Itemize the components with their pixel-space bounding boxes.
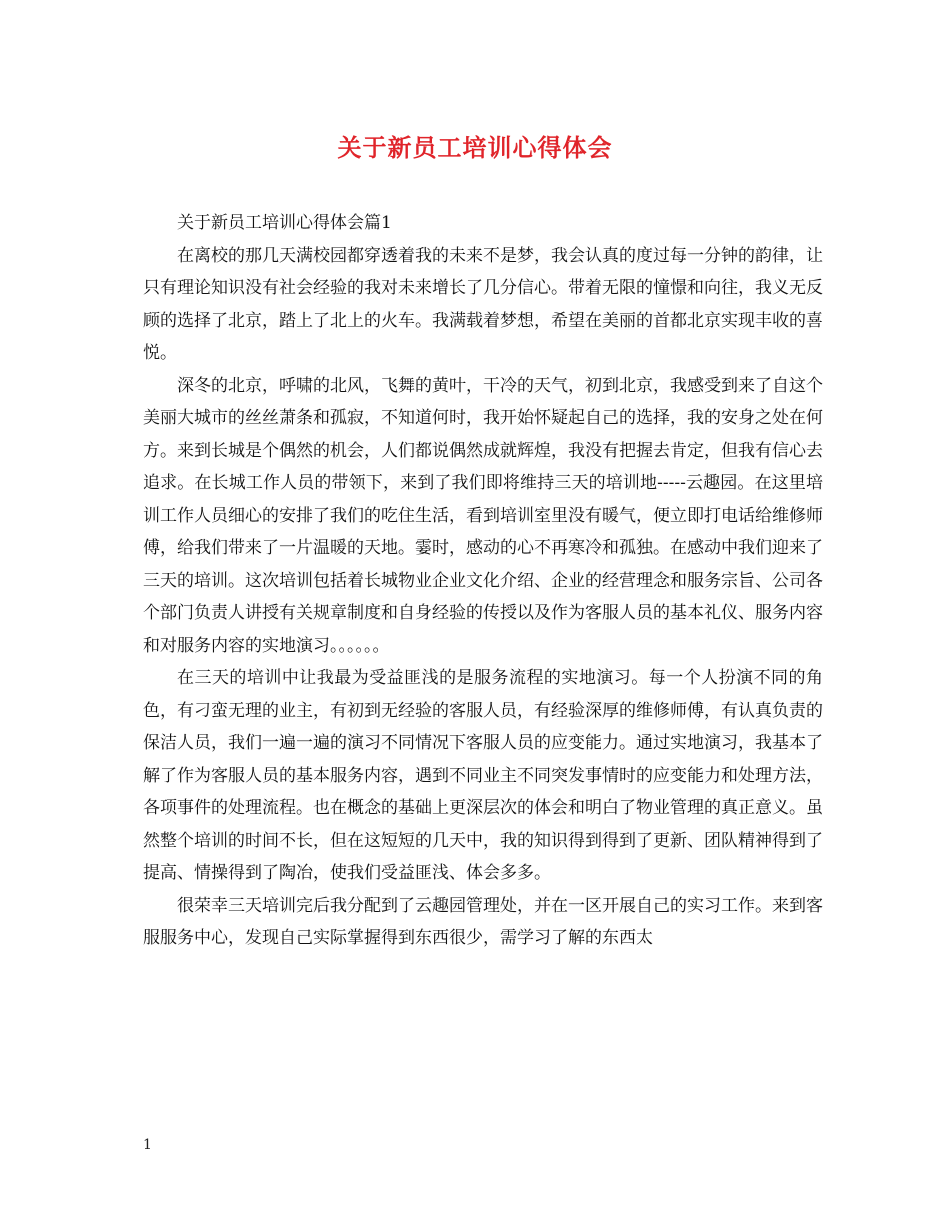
paragraph-4: 很荣幸三天培训完后我分配到了云趣园管理处，并在一区开展自己的实习工作。来到客服服务中心，发现自己实际掌握得到东西很少，需学习了解的东西太: [143, 895, 823, 948]
section-heading: 关于新员工培训心得体会篇1: [177, 213, 392, 233]
paragraph-3: 在三天的培训中让我最为受益匪浅的是服务流程的实地演习。每一个人扮演不同的角色，有刁蛮无理的业主，有初到无经验的客服人员，有经验深厚的维修师傅，有认真负责的保洁人员，我们一遍一遍的演习不同情况下客服人员的应变能力。通过实地演习，我基本了解了作为客服人员的基本服务内容，遇到不同业主不同突发事情时的应变能力和处理方法，各项事件的处理流程。也在概念的基础上更深层次的体会和明白了物业管理的真正意义。虽然整个培训的时间不长，但在这短短的几天中，我的知识得到得到了更新、团队精神得到了提高、情操得到了陶冶，使我们受益匪浅、体会多多。: [143, 668, 823, 883]
page-number: 1: [143, 1137, 152, 1153]
document-title: 关于新员工培训心得体会: [337, 134, 613, 162]
document-body: [143, 207, 823, 955]
paragraph-1: 在离校的那几天满校园都穿透着我的未来不是梦，我会认真的度过每一分钟的韵律，让只有理论知识没有社会经验的我对未来增长了几分信心。带着无限的憧憬和向往，我义无反顾的选择了北京，踏上了北上的火车。我满载着梦想，希望在美丽的首都北京实现丰收的喜悦。: [143, 245, 823, 363]
paragraph-2: 深冬的北京，呼啸的北风，飞舞的黄叶，干冷的天气，初到北京，我感受到来了自这个美丽大城市的丝丝萧条和孤寂，不知道何时，我开始怀疑起自己的选择，我的安身之处在何方。来到长城是个偶然的机会，人们都说偶然成就辉煌，我没有把握去肯定，但我有信心去追求。在长城工作人员的带领下，来到了我们即将维持三天的培训地-----云趣园。在这里培训工作人员细心的安排了我们的吃住生活，看到培训室里没有暖气，便立即打电话给维修师傅，给我们带来了一片温暖的天地。霎时，感动的心不再寒冷和孤独。在感动中我们迎来了三天的培训。这次培训包括着长城物业企业文化介绍、企业的经营理念和服务宗旨、公司各个部门负责人讲授有关规章制度和自身经验的传授以及作为客服人员的基本礼仪、服务内容和对服务内容的实地演习。。。。。。: [143, 375, 823, 656]
